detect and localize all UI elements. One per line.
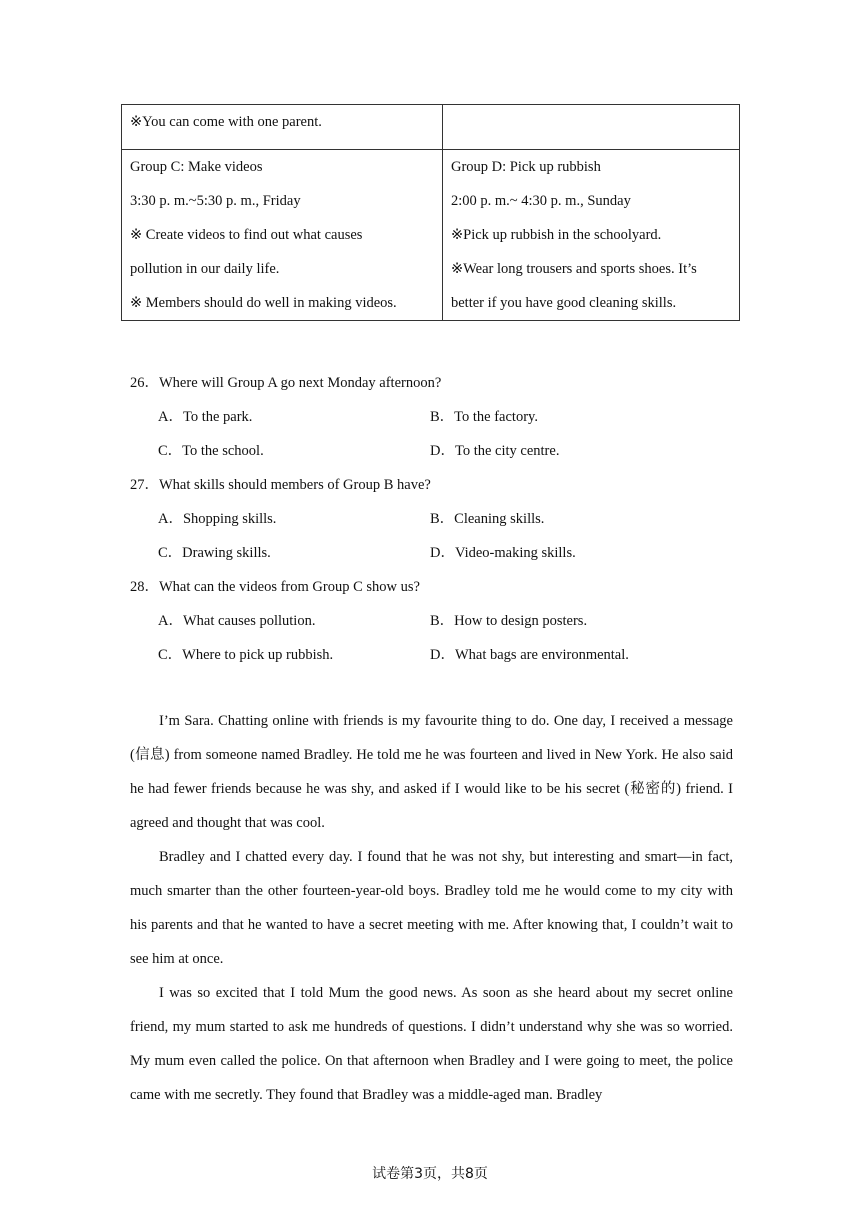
table-cell (122, 105, 443, 150)
group-c-cell (122, 150, 443, 321)
option-row (130, 502, 740, 536)
option-b[interactable]: B．To the factory. (430, 409, 538, 425)
question-27 (130, 468, 740, 570)
option-a[interactable]: A．To the park. (158, 409, 253, 425)
group-d-note: better if you have good cleaning skills. (451, 295, 677, 311)
question-28 (130, 570, 740, 672)
passage-paragraph: I was so excited that I told Mum the good news. As soon as she heard about my secret online friend, my mum started to ask me hundreds of questions. I didn’t understand why she was so worried. My mum even called the police. On that afternoon when Bradley and I were going to meet, the police came with me secretly. They found that Bradley was a middle-aged man. Bradley (130, 985, 733, 1103)
group-c-note: ※ Create videos to find out what causes (130, 227, 363, 243)
group-c-note: pollution in our daily life. (130, 261, 280, 277)
question-list (130, 366, 740, 672)
activity-groups-table (121, 104, 740, 321)
option-c[interactable]: C．Drawing skills. (158, 545, 271, 561)
option-d[interactable]: D．What bags are environmental. (430, 647, 629, 663)
group-d-cell (443, 150, 740, 321)
question-26 (130, 366, 740, 468)
option-row (130, 434, 740, 468)
option-row (130, 604, 740, 638)
passage-paragraph: Bradley and I chatted every day. I found that he was not shy, but interesting and smart—in fact, much smarter than the other fourteen-year-old boys. Bradley told me he would come to my city with his parents and that he wanted to have a secret meeting with me. After knowing that, I couldn’t wait to see him at once. (130, 849, 733, 967)
group-d-note: ※Pick up rubbish in the schoolyard. (451, 227, 662, 243)
question-stem: 28．What can the videos from Group C show us? (130, 579, 420, 595)
reading-passage (130, 704, 733, 1112)
option-a[interactable]: A．What causes pollution. (158, 613, 316, 629)
group-d-time: 2:00 p. m.~ 4:30 p. m., Sunday (451, 193, 631, 209)
parent-note: ※You can come with one parent. (130, 114, 322, 130)
group-d-note: ※Wear long trousers and sports shoes. It’s (451, 261, 697, 277)
group-c-title: Group C: Make videos (130, 159, 263, 175)
option-c[interactable]: C．To the school. (158, 443, 264, 459)
group-c-note: ※ Members should do well in making videos. (130, 295, 397, 311)
page-footer: 试卷第3页，共8页 (372, 1166, 488, 1182)
table-cell-empty (443, 105, 740, 150)
table-row (122, 105, 740, 150)
option-a[interactable]: A．Shopping skills. (158, 511, 277, 527)
question-stem: 26．Where will Group A go next Monday afternoon? (130, 375, 442, 391)
option-d[interactable]: D．To the city centre. (430, 443, 560, 459)
passage-paragraph: I’m Sara. Chatting online with friends is my favourite thing to do. One day, I received a message (信息) from someone named Bradley. He told me he was fourteen and lived in New York. He also said he had fewer friends because he was shy, and asked if I would like to be his secret (秘密的) friend. I agreed and thought that was cool. (130, 713, 733, 831)
option-b[interactable]: B．Cleaning skills. (430, 511, 545, 527)
table-row (122, 150, 740, 321)
option-b[interactable]: B．How to design posters. (430, 613, 588, 629)
question-stem: 27．What skills should members of Group B have? (130, 477, 431, 493)
group-d-title: Group D: Pick up rubbish (451, 159, 601, 175)
option-row (130, 638, 740, 672)
option-d[interactable]: D．Video-making skills. (430, 545, 576, 561)
option-row (130, 536, 740, 570)
option-row (130, 400, 740, 434)
option-c[interactable]: C．Where to pick up rubbish. (158, 647, 334, 663)
group-c-time: 3:30 p. m.~5:30 p. m., Friday (130, 193, 301, 209)
